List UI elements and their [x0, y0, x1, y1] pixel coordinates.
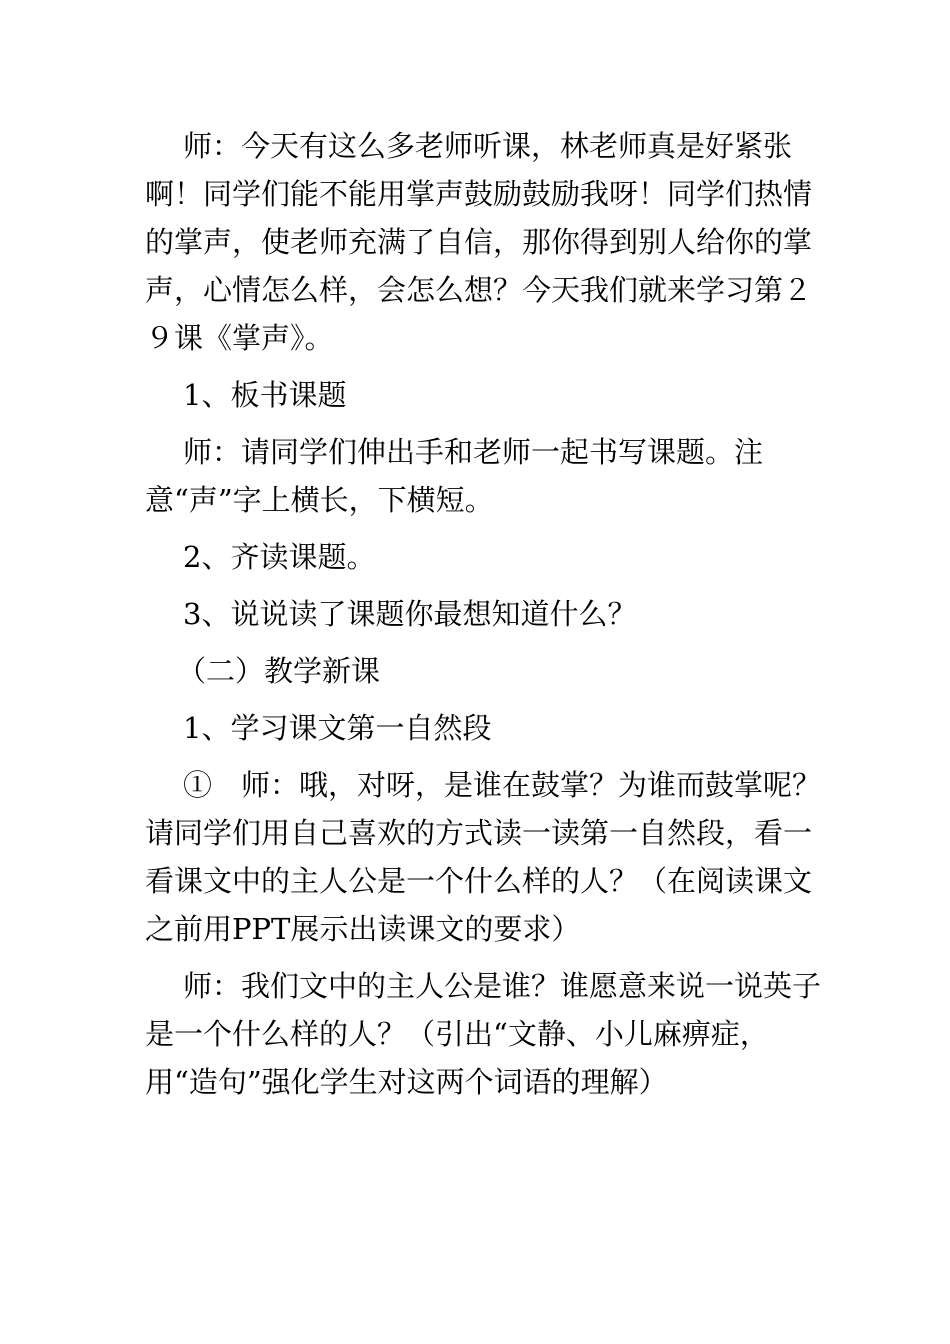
paragraph-question-2: 师：我们文中的主人公是谁？谁愿意来说一说英子是一个什么样的人？（引出“文静、小儿麻痹症，用“造句”强化学生对这两个词语的理解）: [145, 969, 822, 1099]
paragraph-writing-title: 师：请同学们伸出手和老师一起书写课题。注意“声”字上横长，下横短。: [145, 435, 764, 517]
paragraph-step-2: 2、齐读课题。: [183, 540, 376, 574]
paragraph-learn-first-section: 1、学习课文第一自然段: [183, 711, 492, 745]
document-body: [145, 122, 835, 1115]
paragraph-question-1: ① 师：哦，对呀，是谁在鼓掌？为谁而鼓掌呢？请同学们用自己喜欢的方式读一读第一自然段，看一看课文中的主人公是一个什么样的人？（在阅读课文之前用PPT展示出读课文的要求）: [145, 768, 822, 946]
paragraph-step-3: 3、说说读了课题你最想知道什么？: [183, 597, 637, 631]
section-heading: （二）教学新课: [177, 654, 381, 688]
paragraph-intro: 师：今天有这么多老师听课，林老师真是好紧张啊！同学们能不能用掌声鼓励鼓励我呀！同学们热情的掌声，使老师充满了自信，那你得到别人给你的掌声，心情怎么样，会怎么想？今天我们就来学习第２９课《掌声》。: [145, 129, 813, 355]
paragraph-step-1: 1、板书课题: [183, 378, 347, 412]
